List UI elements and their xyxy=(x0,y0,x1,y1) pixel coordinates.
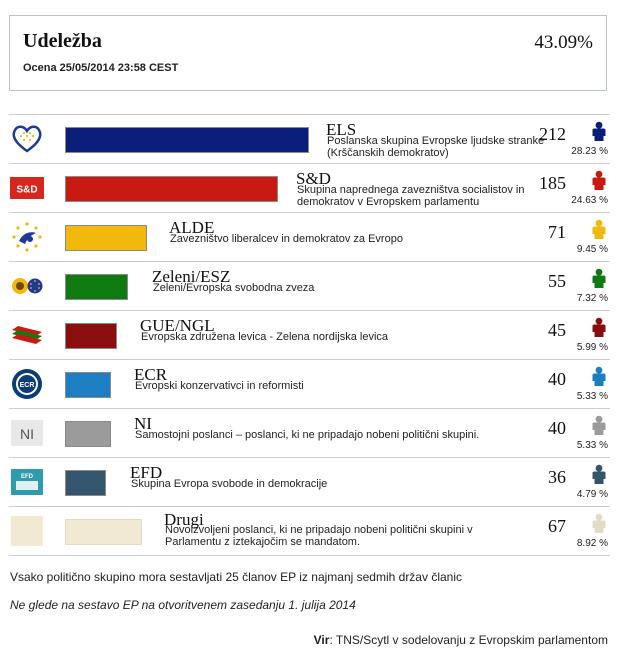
seat-bar xyxy=(65,372,111,398)
person-icon xyxy=(590,170,608,190)
party-name: ALDE xyxy=(169,218,215,237)
greens-sunflower-logo xyxy=(10,269,44,303)
seat-count: 67 xyxy=(548,516,566,536)
seat-count: 36 xyxy=(548,467,566,487)
party-description: Novoizvoljeni poslanci, ki ne pripadajo nobeni politični skupini v Parlamentu z iztekajočim se mandatom. xyxy=(165,524,473,548)
session-note: Ne glede na sestavo EP na otvoritvenem zasedanju 1. julija 2014 xyxy=(10,598,356,612)
seat-bar xyxy=(65,470,106,496)
party-row xyxy=(9,408,610,457)
turnout-estimate: Ocena 25/05/2014 23:58 CEST xyxy=(23,62,179,74)
party-description: Evropski konzervativci in reformisti xyxy=(135,380,304,392)
source-label: Vir xyxy=(313,633,330,647)
party-row xyxy=(9,212,610,261)
person-icon xyxy=(590,464,608,484)
seat-count: 212 xyxy=(539,124,566,144)
party-row xyxy=(9,114,610,163)
seat-count: 40 xyxy=(548,418,566,438)
epp-heart-logo xyxy=(10,122,44,156)
seat-percentage: 5.33 % xyxy=(576,440,608,451)
seat-count: 55 xyxy=(548,271,566,291)
seat-count: 45 xyxy=(548,320,566,340)
seat-percentage: 5.33 % xyxy=(576,391,608,402)
party-row xyxy=(9,506,610,556)
seat-count: 40 xyxy=(548,369,566,389)
party-description: Samostojni poslanci – poslanci, ki ne pripadajo nobeni politični skupini. xyxy=(135,429,480,441)
seat-bar xyxy=(65,519,142,545)
party-name: GUE/NGL xyxy=(140,316,215,335)
alde-logo xyxy=(10,220,44,254)
turnout-box xyxy=(9,15,607,91)
ecr-logo xyxy=(10,367,44,401)
party-description: Zeleni/Evropska svobodna zveza xyxy=(153,282,315,294)
party-description: Skupina Evropa svobode in demokracije xyxy=(131,478,328,490)
person-icon xyxy=(590,317,608,337)
ni-logo xyxy=(10,416,44,450)
party-row xyxy=(9,359,610,408)
party-description: Evropska združena levica - Zelena nordijska levica xyxy=(141,331,389,343)
seat-bar xyxy=(65,176,278,202)
rule-note: Vsako politično skupino mora sestavljati 25 članov EP iz najmanj sedmih držav članic xyxy=(10,570,462,584)
person-icon xyxy=(590,513,608,533)
seat-bar xyxy=(65,127,309,153)
seat-chart xyxy=(9,114,610,556)
party-name: Drugi xyxy=(164,510,204,529)
gue-flag-logo xyxy=(10,318,44,352)
party-row xyxy=(9,163,610,212)
seat-bar xyxy=(65,421,111,447)
efd-logo xyxy=(10,465,44,499)
seat-bar xyxy=(65,274,128,300)
seat-percentage: 7.32 % xyxy=(576,293,608,304)
party-row xyxy=(9,261,610,310)
party-name: Zeleni/ESZ xyxy=(152,267,231,286)
sd-logo xyxy=(10,171,44,205)
svg-text:ECR: ECR xyxy=(19,382,35,389)
party-name: NI xyxy=(134,414,152,433)
person-icon xyxy=(590,366,608,386)
party-name: S&D xyxy=(296,169,331,188)
party-description: Zavezništvo liberalcev in demokratov za Evropo xyxy=(170,233,403,245)
svg-text:EFD: EFD xyxy=(21,474,33,480)
party-row xyxy=(9,457,610,506)
seat-count: 185 xyxy=(539,173,566,193)
seat-percentage: 28.23 % xyxy=(571,146,608,157)
turnout-title: Udeležba xyxy=(23,30,102,52)
svg-text:NI: NI xyxy=(20,426,34,442)
seat-percentage: 9.45 % xyxy=(576,244,608,255)
party-description: Poslanska skupina Evropske ljudske stranke (Krščanskih demokratov) xyxy=(327,135,545,159)
party-description: Skupina naprednega zavezništva socialistov in demokratov v Evropskem parlamentu xyxy=(297,184,525,208)
source-text: : TNS/Scytl v sodelovanju z Evropskim parlamentom xyxy=(329,633,608,647)
seat-count: 71 xyxy=(548,222,566,242)
person-icon xyxy=(590,121,608,141)
turnout-value: 43.09% xyxy=(534,32,593,53)
person-icon xyxy=(590,268,608,288)
party-name: ELS xyxy=(326,120,357,139)
seat-bar xyxy=(65,323,117,349)
source-line xyxy=(314,633,608,647)
others-logo xyxy=(10,514,44,548)
seat-percentage: 24.63 % xyxy=(571,195,608,206)
seat-percentage: 8.92 % xyxy=(576,538,608,549)
seat-percentage: 5.99 % xyxy=(576,342,608,353)
person-icon xyxy=(590,415,608,435)
party-name: EFD xyxy=(130,463,163,482)
party-row xyxy=(9,310,610,359)
svg-text:S&D: S&D xyxy=(16,184,38,196)
person-icon xyxy=(590,219,608,239)
seat-bar xyxy=(65,225,147,251)
seat-percentage: 4.79 % xyxy=(576,489,608,500)
party-name: ECR xyxy=(134,365,168,384)
